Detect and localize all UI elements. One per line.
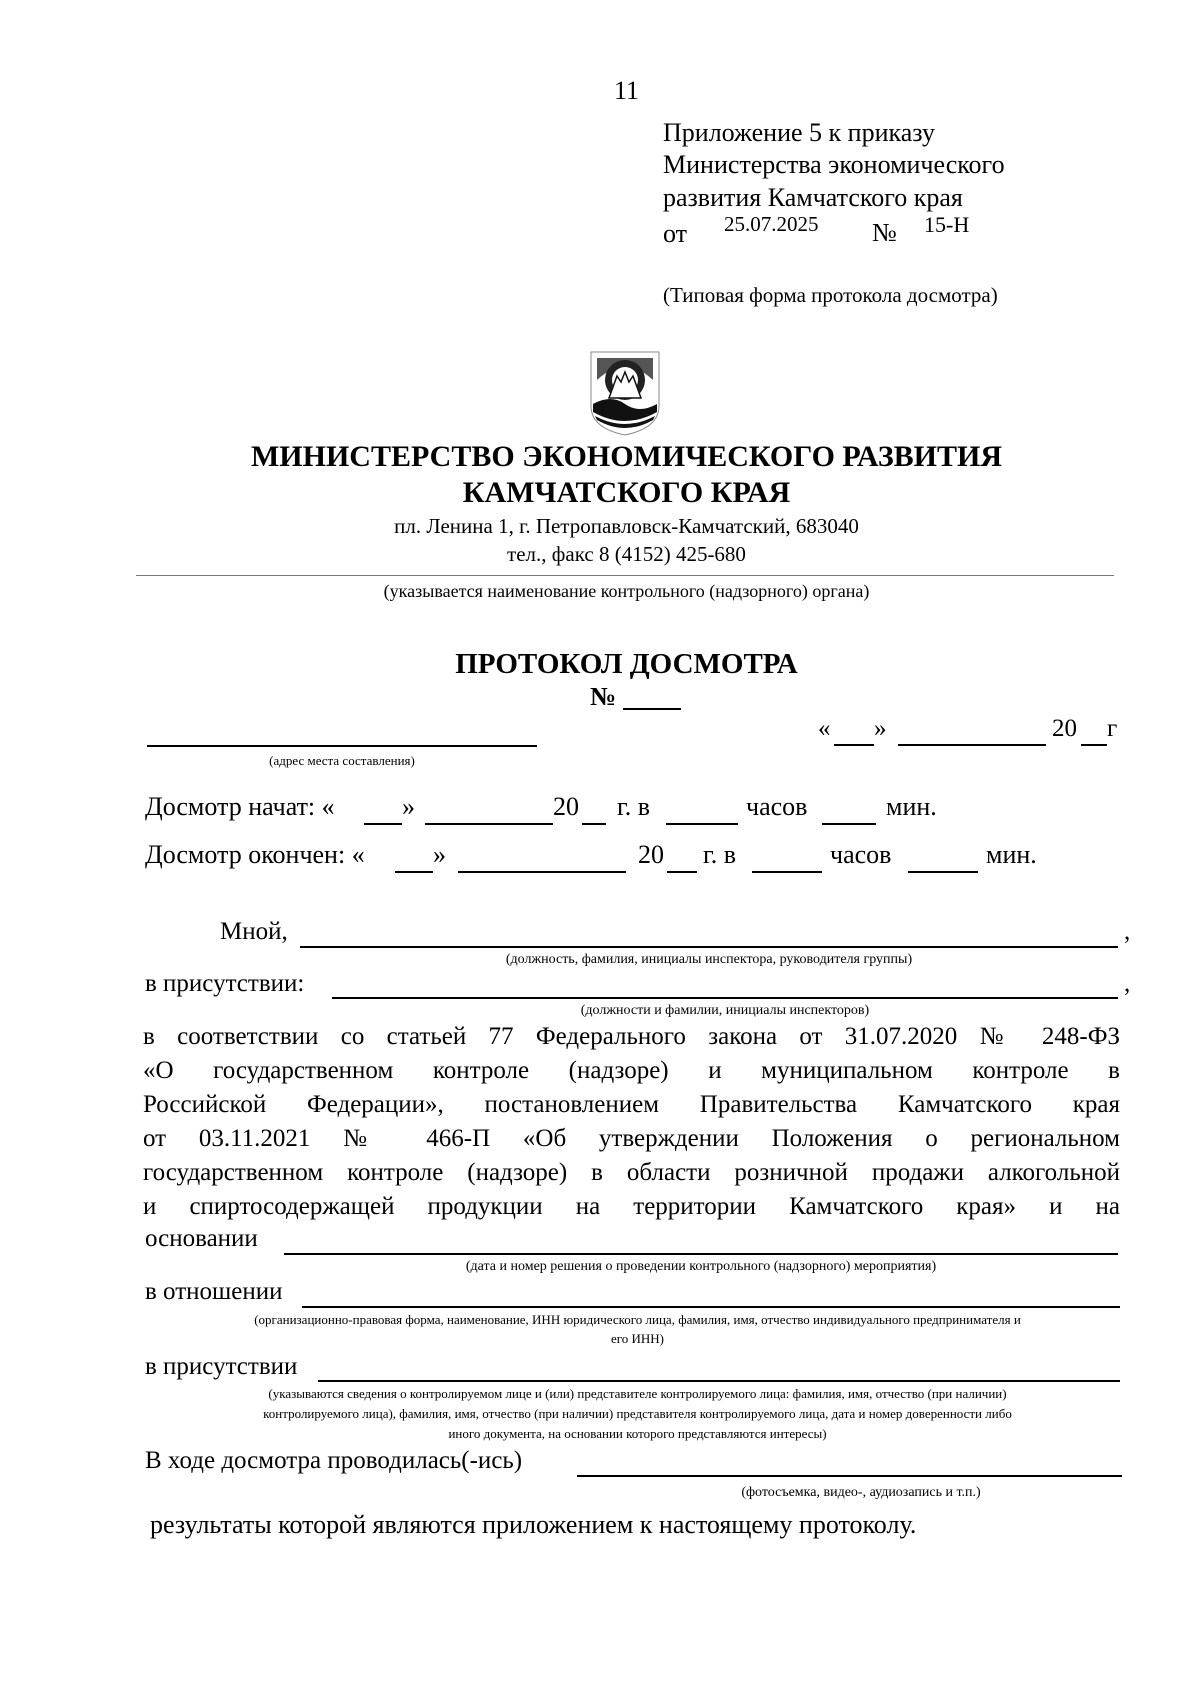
start-in: г. в — [617, 792, 651, 821]
page-number: 11 — [613, 76, 640, 105]
date-year-suffix: г — [1107, 715, 1118, 742]
regard-caption-line-2: его ИНН) — [610, 1331, 665, 1346]
org-name-line-1: МИНИСТЕРСТВО ЭКОНОМИЧЕСКОГО РАЗВИТИЯ — [250, 440, 1003, 473]
place-field[interactable] — [147, 745, 537, 747]
inspector-field[interactable] — [300, 946, 1118, 948]
regard-label: в отношении — [145, 1278, 283, 1305]
presence-label: в присутствии: — [145, 970, 305, 997]
appendix-from-label: от — [663, 219, 688, 248]
start-min-field[interactable] — [822, 823, 876, 825]
end-day-field[interactable] — [395, 871, 433, 873]
presence-field[interactable] — [332, 997, 1118, 999]
appendix-line-1: Приложение 5 к приказу — [663, 118, 936, 147]
legal-line: и спиртосодержащей продукции на территории Камчатского края» и на — [143, 1193, 1120, 1220]
legal-basis-paragraph — [143, 1020, 1120, 1224]
start-day-field[interactable] — [364, 823, 402, 825]
org-name-line-2: КАМЧАТСКОГО КРАЯ — [462, 476, 791, 509]
inspector-caption: (должность, фамилия, инициалы инспектора, руководителя группы) — [505, 952, 913, 967]
protocol-number-field[interactable] — [623, 708, 681, 710]
legal-line: в соответствии со статьей 77 Федерального закона от 31.07.2020 № 248-ФЗ — [143, 1023, 1120, 1050]
org-phone: тел., факс 8 (4152) 425-680 — [507, 542, 746, 566]
org-caption: (указывается наименование контрольного (надзорного) органа) — [383, 581, 870, 601]
presence2-caption-line-2: контролируемого лица), фамилия, имя, отчество (при наличии) представителя контролируемого лица, дата и номер доверенности либо — [263, 1406, 1012, 1421]
legal-line: Российской Федерации», постановлением Правительства Камчатского края — [143, 1091, 1120, 1118]
recording-field[interactable] — [577, 1475, 1122, 1477]
legal-line: государственном контроле (надзоре) в области розничной продажи алкогольной — [143, 1159, 1120, 1186]
by-me-label: Мной, — [220, 918, 288, 945]
date-year-prefix: 20 — [1052, 715, 1077, 742]
end-year: 20 — [638, 840, 664, 869]
end-label: Досмотр окончен: « — [145, 840, 365, 869]
presence-caption: (должности и фамилии, инициалы инспекторов) — [580, 1003, 870, 1018]
appendix-date: 25.07.2025 — [724, 212, 819, 236]
presence-comma: , — [1124, 970, 1131, 997]
end-month-field[interactable] — [458, 871, 626, 873]
presence2-caption-line-1: (указываются сведения о контролируемом лице и (или) представителе контролируемого лица: фамилия, имя, отчество (при наличии) — [268, 1386, 1007, 1401]
date-day-field[interactable] — [834, 744, 874, 746]
protocol-number-label: № — [590, 682, 617, 711]
protocol-title: ПРОТОКОЛ ДОСМОТРА — [455, 648, 798, 680]
presence2-label: в присутствии — [145, 1353, 298, 1380]
place-caption: (адрес места составления) — [269, 753, 415, 768]
start-year-field[interactable] — [582, 823, 606, 825]
start-label: Досмотр начат: « — [145, 792, 335, 821]
appendix-line-2: Министерства экономического — [663, 150, 1005, 179]
regard-caption-line-1: (организационно-правовая форма, наименование, ИНН юридического лица, фамилия, имя, отчество индивидуального предпринимателя и — [254, 1312, 1021, 1327]
end-hours-field[interactable] — [752, 871, 822, 873]
recording-caption: (фотосъемка, видео-, аудиозапись и т.п.) — [741, 1485, 981, 1500]
presence2-field[interactable] — [318, 1380, 1120, 1382]
date-open-quote: « — [818, 715, 831, 742]
appendix-number: 15-Н — [924, 212, 970, 237]
legal-line: от 03.11.2021 № 466-П «Об утверждении Положения о региональном — [143, 1125, 1120, 1152]
date-close-quote: » — [874, 715, 887, 742]
results-text: результаты которой являются приложением к настоящему протоколу. — [150, 1510, 917, 1539]
presence2-caption-line-3: иного документа, на основании которого представляются интересы) — [448, 1426, 827, 1441]
end-min-field[interactable] — [908, 871, 978, 873]
start-hours-field[interactable] — [666, 823, 738, 825]
form-note: (Типовая форма протокола досмотра) — [663, 283, 998, 307]
regard-field[interactable] — [302, 1306, 1120, 1308]
end-in: г. в — [703, 840, 737, 869]
start-month-field[interactable] — [425, 823, 553, 825]
start-quote: » — [402, 792, 415, 821]
end-quote: » — [433, 840, 446, 869]
end-min-label: мин. — [986, 840, 1037, 869]
basis-label: основании — [145, 1225, 258, 1252]
appendix-line-3: развития Камчатского края — [663, 183, 963, 212]
appendix-number-label: № — [872, 218, 897, 247]
legal-line: «О государственном контроле (надзоре) и муниципальном контроле в — [143, 1057, 1120, 1084]
end-year-field[interactable] — [667, 871, 697, 873]
org-divider — [136, 575, 1114, 576]
basis-field[interactable] — [284, 1253, 1118, 1255]
start-min-label: мин. — [886, 792, 937, 821]
start-year: 20 — [553, 792, 579, 821]
kamchatka-coat-of-arms-icon — [587, 350, 663, 436]
end-hours-label: часов — [830, 840, 892, 869]
start-hours-label: часов — [746, 792, 808, 821]
org-address: пл. Ленина 1, г. Петропавловск-Камчатский, 683040 — [394, 514, 859, 538]
recording-label: В ходе досмотра проводилась(-ись) — [145, 1447, 523, 1474]
date-year-field[interactable] — [1081, 744, 1107, 746]
date-month-field[interactable] — [898, 744, 1046, 746]
by-me-comma: , — [1124, 918, 1131, 945]
basis-caption: (дата и номер решения о проведении контрольного (надзорного) мероприятия) — [465, 1259, 937, 1274]
